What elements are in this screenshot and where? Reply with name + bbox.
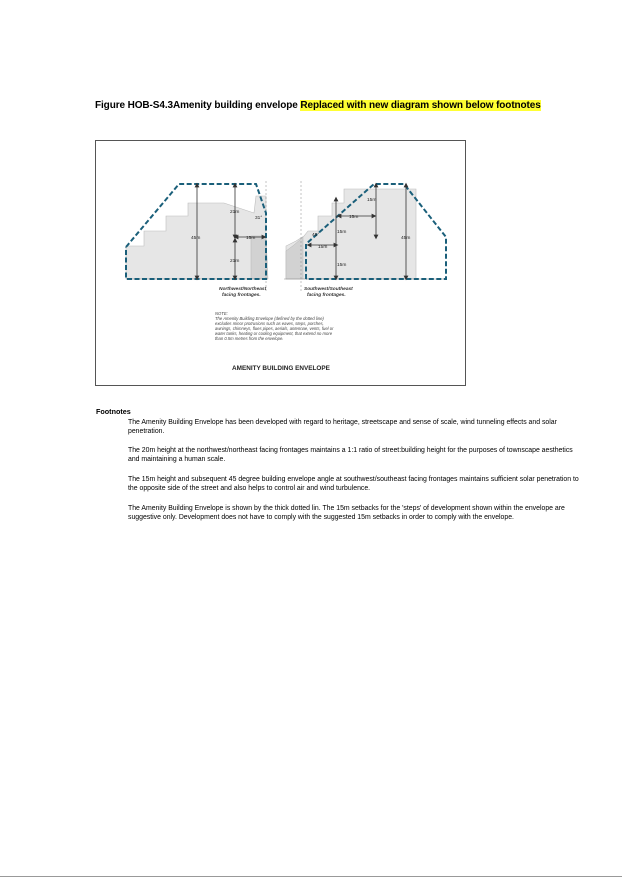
- left-dim-15m: 15m: [246, 236, 256, 241]
- left-caption-line2: facing frontages.: [222, 293, 261, 298]
- footnote-2: The 20m height at the northwest/northeast facing frontages maintains a 1:1 ratio of street:building height for the purposes of townscape aesthetics and maintaining a human scale.: [128, 447, 573, 463]
- figure-heading: [95, 100, 541, 111]
- left-dim-angle: 31°: [255, 216, 263, 221]
- left-dim-21m-top: 21m: [230, 210, 240, 215]
- right-caption-line1: Southwest/Southeast: [304, 287, 353, 292]
- note-title: NOTE:: [215, 311, 228, 316]
- figure-note: [215, 311, 334, 341]
- note-line: water tanks, heating or cooling equipment, that extend no more: [215, 331, 333, 336]
- note-line: than 0.5m metres from the envelope.: [215, 336, 284, 341]
- figure-heading-label: Figure HOB-S4.3Amenity building envelope: [95, 100, 298, 111]
- left-caption-line1: Northwest/Northeast: [219, 287, 267, 292]
- right-dim-15m-mid: 15m: [337, 230, 347, 235]
- right-dim-15m-step: 15m: [349, 215, 359, 220]
- amenity-envelope-diagram: [95, 140, 466, 386]
- note-line: awnings, chimneys, flues pipes, aerials, antennae, vents, fuel or: [215, 326, 334, 331]
- footnote-3: The 15m height and subsequent 45 degree building envelope angle at southwest/southeast facing frontages maintains sufficient solar penetration to the opposite side of the street and also helps to control air and wind turbulence.: [128, 476, 579, 492]
- left-dim-21m-bottom: 21m: [230, 259, 240, 264]
- figure-heading-highlight: Replaced with new diagram shown below footnotes: [300, 100, 541, 111]
- figure-title: AMENITY BUILDING ENVELOPE: [232, 365, 330, 372]
- right-dim-45m: 45m: [401, 236, 411, 241]
- right-dim-15m-top: 15m: [367, 198, 377, 203]
- left-dim-45m: 45m: [191, 236, 201, 241]
- right-building-section: [284, 181, 446, 298]
- left-building-section: [126, 181, 268, 298]
- right-dim-15m-bottom: 15m: [337, 263, 347, 268]
- note-line: excludes minor protrusions such as eaves, steps, porches,: [215, 321, 324, 326]
- footnotes-title: Footnotes: [96, 407, 131, 416]
- note-line: The Amenity Building Envelope (defined by the dotted line): [215, 316, 324, 321]
- right-caption-line2: facing frontages.: [307, 293, 346, 298]
- right-dim-angle: 45°: [312, 233, 320, 238]
- footnote-4: The Amenity Building Envelope is shown by the thick dotted lin. The 15m setbacks for the 'steps' of development shown within the envelope are suggestive only. Development does not have to comply with the suggested 15m setbacks in order to comply with the envelope.: [128, 505, 565, 521]
- right-dim-15m-low: 15m: [318, 245, 328, 250]
- page-bottom-rule: [0, 876, 622, 877]
- footnote-1: The Amenity Building Envelope has been developed with regard to heritage, streetscape and sense of scale, wind tunneling effects and solar penetration.: [128, 419, 557, 435]
